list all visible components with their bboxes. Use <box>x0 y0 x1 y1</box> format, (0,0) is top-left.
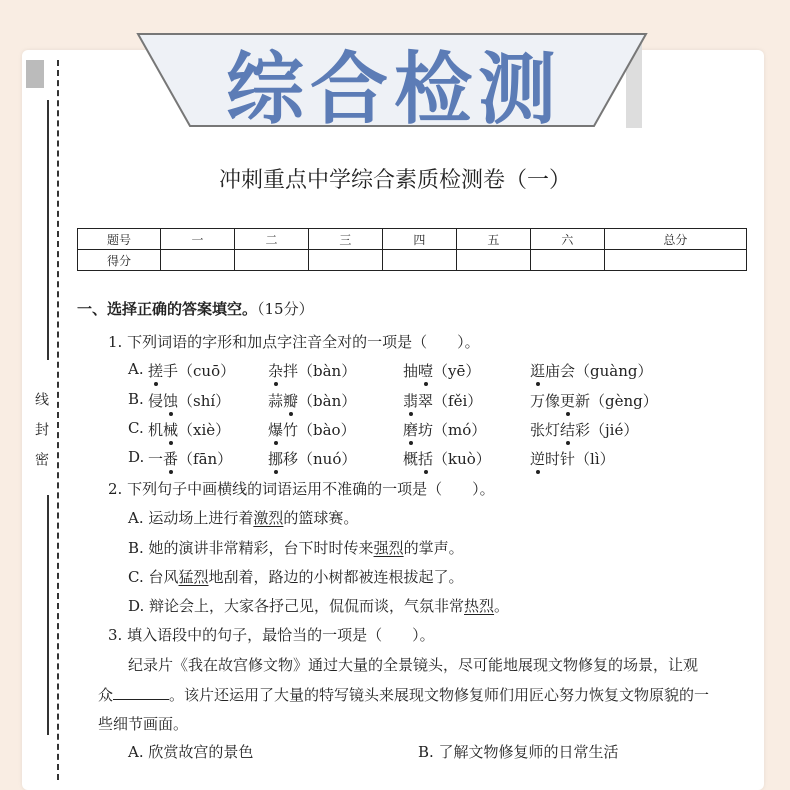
dotted-char: 爆 <box>268 421 284 439</box>
word-suffix: 拌（bàn） <box>283 362 357 380</box>
q1-option-word <box>268 448 356 469</box>
dotted-char: 结 <box>560 421 576 439</box>
word-suffix: （yē） <box>433 362 481 380</box>
word-suffix: （xiè） <box>178 421 231 439</box>
q3-para2-rest: 。该片还运用了大量的特写镜头来展现文物修复师们用匠心努力恢复文物原貌的一 <box>169 686 710 704</box>
q1-option-word <box>530 360 652 381</box>
q1-option-word <box>148 390 230 411</box>
header-cell: 四 <box>382 229 456 250</box>
word-suffix: （fān） <box>178 450 233 468</box>
q1-option-word <box>148 448 232 469</box>
dotted-char: 更 <box>560 392 576 410</box>
score-table <box>77 228 747 271</box>
section-title: 一、选择正确的答案填空。 <box>77 300 258 318</box>
header-cell: 总分 <box>604 229 746 250</box>
q3-option-a[interactable]: A. 欣赏故宫的景色 <box>128 743 254 761</box>
dotted-char: 翡 <box>403 392 419 410</box>
section-heading <box>77 298 314 319</box>
q1-option-word <box>148 419 230 440</box>
word-suffix: 庙会（guàng） <box>545 362 653 380</box>
word-prefix: 侵 <box>148 392 164 410</box>
word-suffix: 坊（mó） <box>418 421 487 439</box>
word-suffix: 手（cuō） <box>163 362 236 380</box>
q2-option-d[interactable] <box>128 595 509 616</box>
q3-blank[interactable] <box>113 699 169 700</box>
q2-d-post: 。 <box>494 597 510 615</box>
q1-option-word <box>403 390 482 411</box>
header-cell: 三 <box>308 229 382 250</box>
word-suffix: 时针（lì） <box>545 450 615 468</box>
binding-char-mi: 密 <box>33 452 49 466</box>
binding-solid-line-bottom <box>47 495 49 735</box>
q3-stem: 3. 填入语段中的句子，最恰当的一项是（ ）。 <box>108 626 435 644</box>
binding-tab <box>26 60 44 88</box>
binding-char-feng: 封 <box>33 422 49 436</box>
binding-char-xian: 线 <box>33 392 49 406</box>
q1-option-word <box>268 419 356 440</box>
score-table-header-row <box>78 229 747 250</box>
q1-option-word <box>403 448 491 469</box>
q1-option-word <box>403 360 480 381</box>
q2-c-underlined: 猛烈 <box>178 568 209 586</box>
binding-solid-line-top <box>47 100 49 360</box>
q2-c-pre: C. 台风 <box>128 568 179 586</box>
header-cell: 六 <box>530 229 604 250</box>
score-cell[interactable] <box>382 250 456 271</box>
score-cell[interactable] <box>530 250 604 271</box>
q2-b-pre: B. 她的演讲非常精彩，台下时时传来 <box>128 539 374 557</box>
word-prefix: 张灯 <box>530 421 561 439</box>
score-cell[interactable] <box>456 250 530 271</box>
row-label-cell: 得分 <box>78 250 161 271</box>
q1-option-word <box>530 419 638 440</box>
word-suffix: 新（gèng） <box>575 392 658 410</box>
q1-option-label[interactable]: B. <box>128 390 144 408</box>
q1-option-word <box>403 419 486 440</box>
q2-d-pre: D. 辩论会上，大家各抒己见，侃侃而谈，气氛非常 <box>128 597 465 615</box>
q1-stem: 1. 下列词语的字形和加点字注音全对的一项是（ ）。 <box>108 333 480 351</box>
dotted-char: 械 <box>163 421 179 439</box>
word-suffix: （shí） <box>178 392 231 410</box>
q1-option-label[interactable]: D. <box>128 448 145 466</box>
q2-option-a[interactable] <box>128 507 358 528</box>
word-suffix: 移（nuó） <box>283 450 357 468</box>
q2-b-underlined: 强烈 <box>373 539 404 557</box>
q2-b-post: 的掌声。 <box>403 539 464 557</box>
q2-c-post: 地刮着，路边的小树都被连根拔起了。 <box>208 568 464 586</box>
q2-option-c[interactable] <box>128 566 464 587</box>
q1-option-label[interactable]: C. <box>128 419 144 437</box>
q1-option-label[interactable]: A. <box>128 360 144 378</box>
q2-a-post: 的篮球赛。 <box>283 509 359 527</box>
word-prefix: 一 <box>148 450 164 468</box>
word-prefix: 蒜 <box>268 392 284 410</box>
q3-paragraph-line1: 纪录片《我在故宫修文物》通过大量的全景镜头，尽可能地展现文物修复的场景，让观 <box>128 656 699 674</box>
dotted-char: 蚀 <box>163 392 179 410</box>
dotted-char: 逛 <box>530 362 546 380</box>
dotted-char: 瓣 <box>283 392 299 410</box>
header-cell: 五 <box>456 229 530 250</box>
dotted-char: 挪 <box>268 450 284 468</box>
word-suffix: 竹（bào） <box>283 421 356 439</box>
word-prefix: 机 <box>148 421 164 439</box>
score-cell[interactable] <box>161 250 235 271</box>
header-cell: 题号 <box>78 229 161 250</box>
dotted-char: 杂 <box>268 362 284 380</box>
q1-option-word <box>268 360 356 381</box>
q3-para2-start: 众 <box>98 686 114 704</box>
q2-a-pre: A. 运动场上进行着 <box>128 509 254 527</box>
q1-option-word <box>530 390 658 411</box>
q1-option-word <box>148 360 235 381</box>
score-table-score-row <box>78 250 747 271</box>
dotted-char: 逆 <box>530 450 546 468</box>
word-suffix: （bàn） <box>298 392 357 410</box>
q2-option-b[interactable] <box>128 537 464 558</box>
dotted-char: 噎 <box>418 362 434 380</box>
header-cell: 一 <box>161 229 235 250</box>
score-cell[interactable] <box>234 250 308 271</box>
q3-option-b[interactable]: B. 了解文物修复师的日常生活 <box>418 743 619 761</box>
title-banner <box>134 30 654 160</box>
word-prefix: 概 <box>403 450 419 468</box>
header-cell: 二 <box>234 229 308 250</box>
word-suffix: 翠（fěi） <box>418 392 483 410</box>
banner-title: 综合检测 <box>225 45 562 135</box>
word-prefix: 抽 <box>403 362 419 380</box>
q2-stem: 2. 下列句子中画横线的词语运用不准确的一项是（ ）。 <box>108 480 495 498</box>
dotted-char: 番 <box>163 450 179 468</box>
q1-option-word <box>268 390 356 411</box>
word-suffix: （kuò） <box>433 450 491 468</box>
section-points: （15分） <box>257 300 314 318</box>
dotted-char: 括 <box>418 450 434 468</box>
q1-option-word <box>530 448 615 469</box>
exam-title: 冲刺重点中学综合素质检测卷（一） <box>218 168 571 193</box>
dotted-char: 磨 <box>403 421 419 439</box>
score-cell[interactable] <box>308 250 382 271</box>
dotted-char: 搓 <box>148 362 164 380</box>
q2-a-underlined: 激烈 <box>253 509 284 527</box>
q3-paragraph-line2 <box>98 684 709 705</box>
q3-paragraph-line3: 些细节画面。 <box>98 715 189 733</box>
word-prefix: 万像 <box>530 392 561 410</box>
q2-d-underlined: 热烈 <box>464 597 495 615</box>
word-suffix: 彩（jié） <box>575 421 639 439</box>
score-cell[interactable] <box>604 250 746 271</box>
